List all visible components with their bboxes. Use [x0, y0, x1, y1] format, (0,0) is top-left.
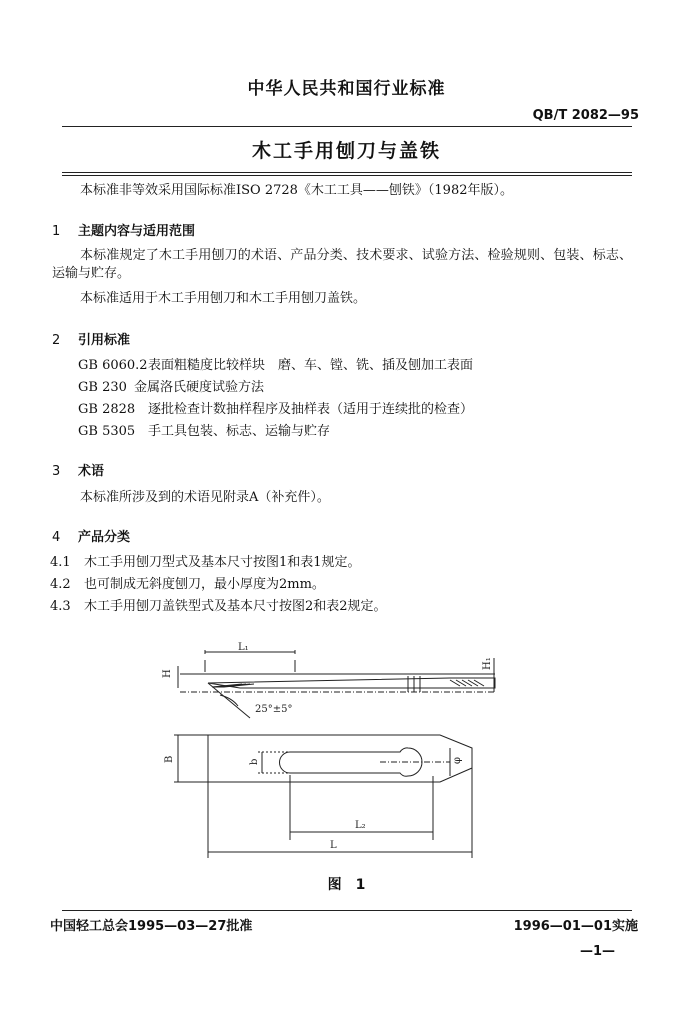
- figure-1-drawing: [150, 640, 510, 865]
- title-rule-bottom: [62, 175, 632, 176]
- reference-item: [78, 379, 264, 397]
- reference-code: GB 230: [78, 380, 127, 395]
- dim-phi: φ: [452, 756, 463, 764]
- page-number: —1—: [579, 944, 615, 959]
- section-number: 3: [52, 464, 61, 479]
- standard-title: 中华人民共和国行业标准: [247, 79, 446, 99]
- approval-date: 中国轻工总会1995—03—27批准: [50, 919, 253, 934]
- section-title: 引用标准: [78, 333, 131, 348]
- clause-item: [50, 576, 325, 594]
- section-number: 2: [52, 333, 61, 348]
- section-4-heading: [52, 526, 130, 545]
- section-1-heading: [52, 220, 195, 239]
- clause-number: 4.3: [50, 599, 71, 614]
- dim-l: L: [330, 840, 337, 851]
- clause-text: 木工手用刨刀盖铁型式及基本尺寸按图2和表2规定。: [84, 599, 387, 614]
- effective-date: 1996—01—01实施: [513, 919, 638, 934]
- reference-text: 手工具包装、标志、运输与贮存: [148, 424, 331, 439]
- reference-text: 逐批检查计数抽样程序及抽样表（适用于连续批的检查）: [148, 402, 474, 417]
- side-view: [162, 642, 495, 718]
- reference-code: GB 2828: [78, 402, 136, 417]
- clause-item: [50, 598, 387, 616]
- angle-label: 25°±5°: [255, 704, 293, 715]
- figure-caption: 图 1: [327, 877, 366, 893]
- clause-number: 4.1: [50, 555, 71, 570]
- clause-text: 也可制成无斜度刨刀，最小厚度为2mm。: [84, 577, 325, 592]
- reference-code: GB 5305: [78, 424, 136, 439]
- header-rule: [62, 126, 632, 127]
- dim-h1: H₁: [482, 657, 493, 670]
- footer-rule: [62, 910, 632, 911]
- reference-text: 金属洛氏硬度试验方法: [134, 380, 265, 395]
- dim-b-lower: b: [249, 758, 260, 765]
- dim-l2: L₂: [355, 820, 366, 831]
- section-1-paragraph-2: 本标准适用于木工手用刨刀和木工手用刨刀盖铁。: [80, 291, 367, 306]
- reference-item: [78, 357, 473, 375]
- clause-item: [50, 554, 361, 572]
- section-3-heading: [52, 460, 104, 479]
- intro-paragraph: 本标准非等效采用国际标准ISO 2728《木工工具——刨铁》（1982年版）。: [80, 183, 513, 198]
- section-2-heading: [52, 329, 130, 348]
- reference-code: GB 6060.2: [78, 358, 148, 373]
- standard-code: QB/T 2082—95: [532, 108, 639, 123]
- section-title: 主题内容与适用范围: [78, 224, 196, 239]
- section-number: 4: [52, 530, 61, 545]
- clause-number: 4.2: [50, 577, 71, 592]
- reference-text: 表面粗糙度比较样块 磨、车、镗、铣、插及刨加工表面: [148, 358, 474, 373]
- dim-l1: L₁: [238, 642, 249, 653]
- section-1-paragraph-1: 本标准规定了木工手用刨刀的术语、产品分类、技术要求、试验方法、检验规则、包装、标志、运输与贮存。: [52, 248, 632, 281]
- reference-item: [78, 401, 473, 419]
- dim-h: H: [162, 669, 173, 678]
- dim-b-upper: B: [164, 755, 175, 763]
- section-3-paragraph: 本标准所涉及到的术语见附录A（补充件）。: [80, 490, 330, 505]
- document-title: 木工手用刨刀与盖铁: [251, 140, 441, 162]
- reference-item: [78, 423, 330, 441]
- plan-view: [164, 735, 472, 858]
- title-rule-top: [62, 172, 632, 173]
- section-number: 1: [52, 224, 61, 239]
- section-title: 产品分类: [78, 530, 131, 545]
- section-title: 术语: [78, 464, 105, 479]
- clause-text: 木工手用刨刀型式及基本尺寸按图1和表1规定。: [84, 555, 361, 570]
